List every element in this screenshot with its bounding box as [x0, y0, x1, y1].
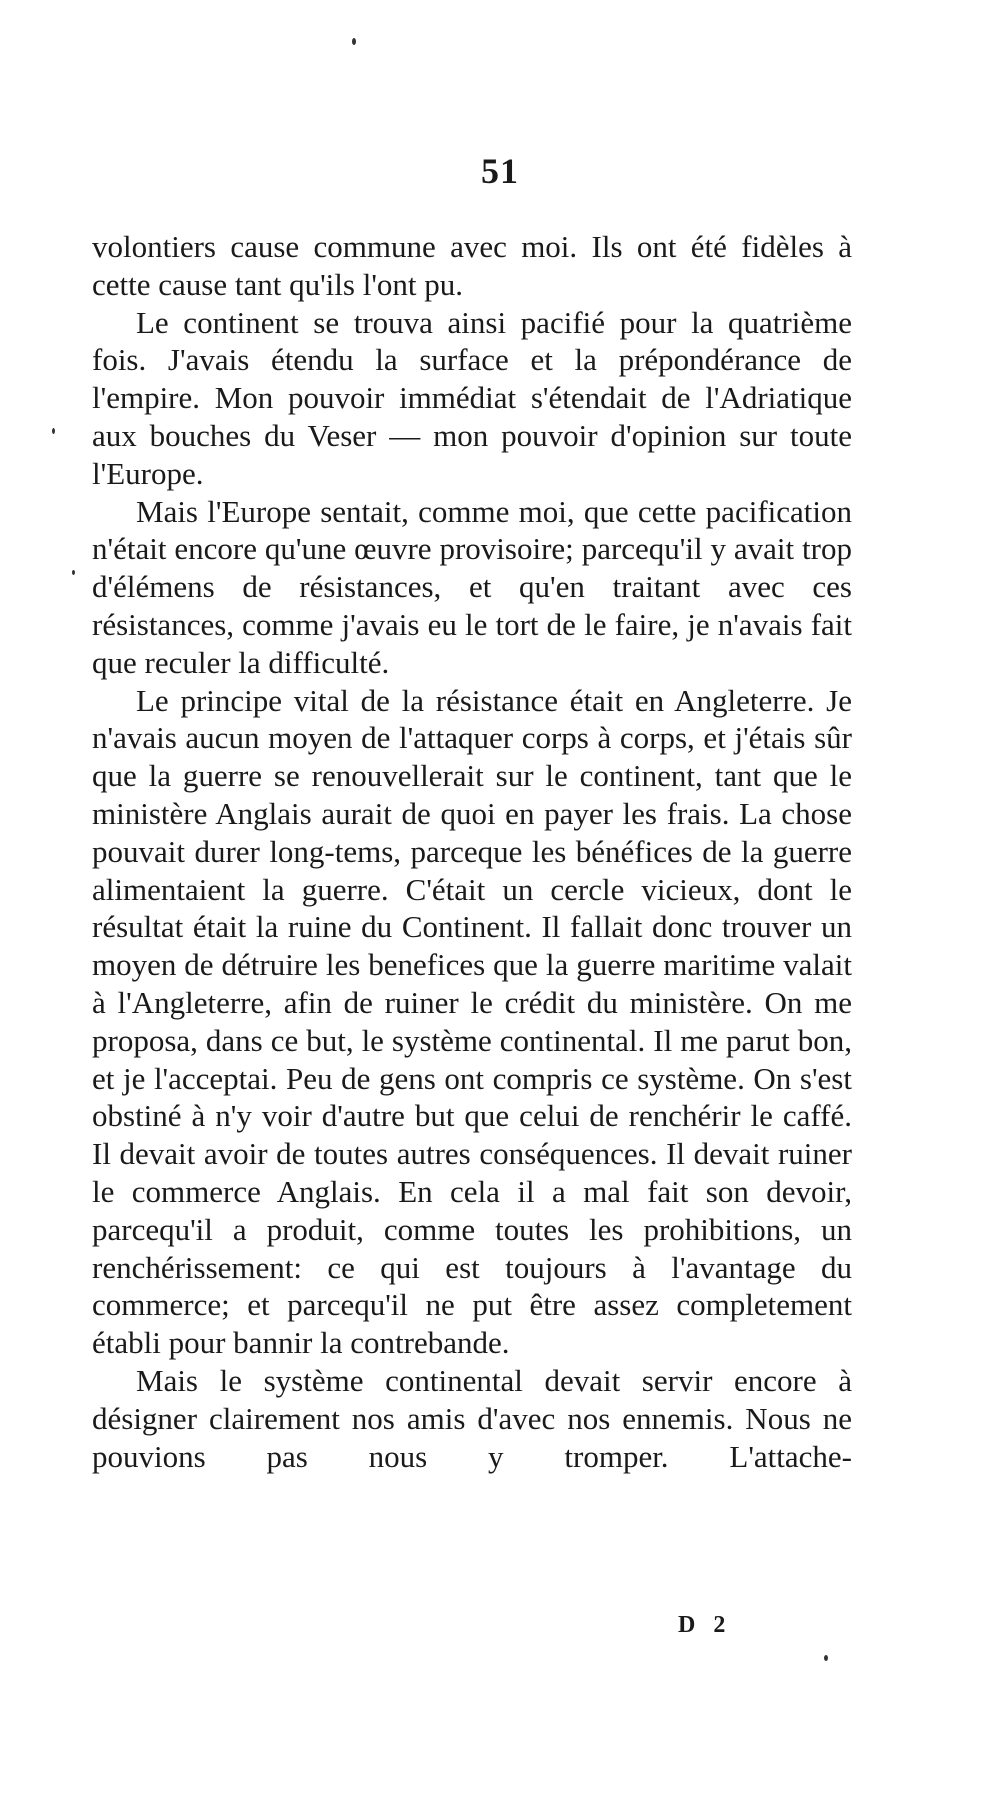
paragraph-3: Mais l'Europe sentait, comme moi, que cette pacification n'était encore qu'une œuvre provisoire; parcequ'il y avait trop d'élémens de résistances, et qu'en traitant avec ces résistances, comme j'avais eu le tort de le faire, je n'avais fait que reculer la difficulté.: [92, 493, 852, 680]
paragraph-2: Le continent se trouva ainsi pacifié pour la quatrième fois. J'avais étendu la surface et la prépondérance de l'empire. Mon pouvoir immédiat s'étendait de l'Adriatique aux bouches du Veser — mon pouvoir d'opinion sur toute l'Europe.: [92, 304, 852, 491]
body-text: [92, 228, 852, 1475]
ink-speck: [52, 428, 55, 434]
page-number: 51: [481, 151, 519, 191]
paragraph-1: volontiers cause commune avec moi. Ils ont été fidèles à cette cause tant qu'ils l'ont pu.: [92, 229, 852, 302]
paragraph-4: Le principe vital de la résistance était en Angleterre. Je n'avais aucun moyen de l'attaquer corps à corps, et j'étais sûr que la guerre se renouvellerait sur le continent, tant que le ministère Anglais aurait de quoi en payer les frais. La chose pouvait durer long-tems, parceque les bénéfices de la guerre alimentaient la guerre. C'était un cercle vicieux, dont le résultat était la ruine du Continent. Il fallait donc trouver un moyen de détruire les benefices que la guerre maritime valait à l'Angleterre, afin de ruiner le crédit du ministère. On me proposa, dans ce but, le système continental. Il me parut bon, et je l'acceptai. Peu de gens ont compris ce système. On s'est obstiné à n'y voir d'autre but que celui de renchérir le caffé. Il devait avoir de toutes autres conséquences. Il devait ruiner le commerce Anglais. En cela il a mal fait son devoir, parcequ'il a produit, comme toutes les prohibitions, un renchérissement: ce qui est toujours à l'avantage du commerce; et parcequ'il ne put être assez completement établi pour bannir la contrebande.: [92, 682, 852, 1361]
ink-speck: [352, 38, 356, 45]
ink-speck: [824, 1655, 828, 1661]
signature-mark: D 2: [678, 1612, 732, 1638]
ink-speck: [72, 570, 75, 575]
paragraph-5: Mais le système continental devait servir encore à désigner clairement nos amis d'avec nos ennemis. Nous ne pouvions pas nous y tromper. L'attache-: [92, 1362, 852, 1474]
